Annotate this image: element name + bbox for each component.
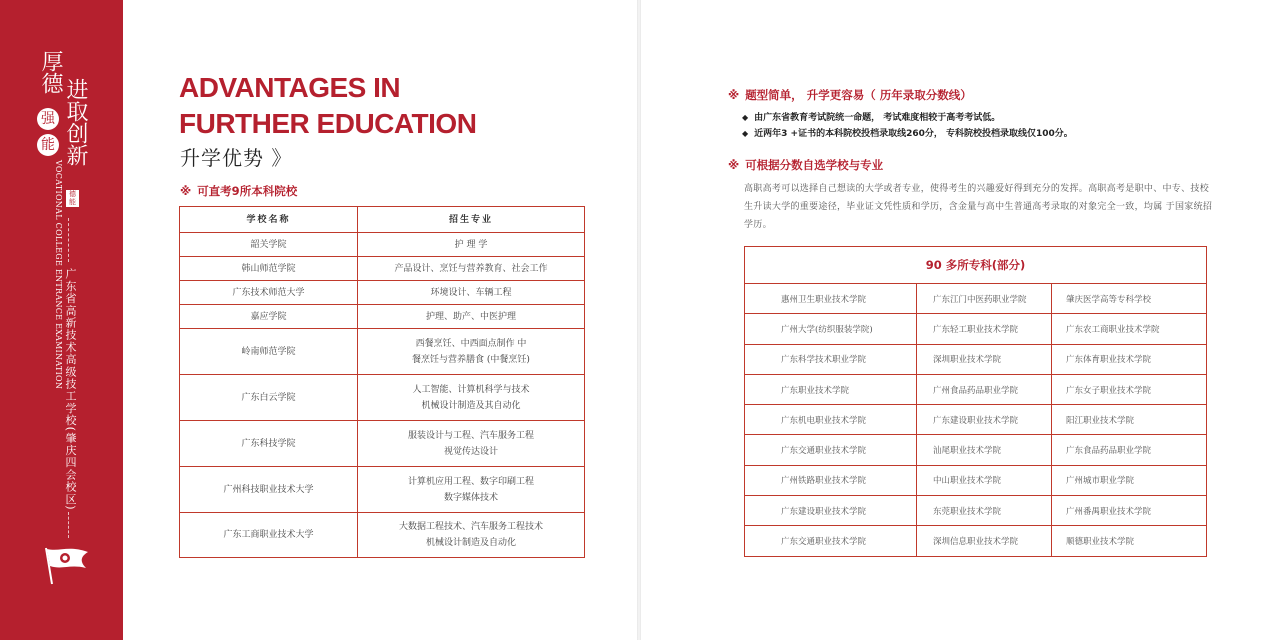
college-cell: 阳江职业技术学院 (1052, 405, 1207, 435)
college-cell: 东莞职业技术学院 (917, 496, 1052, 526)
school-name: 广东工商职业技术大学 (180, 513, 358, 558)
school-majors (358, 305, 585, 329)
school-majors (358, 375, 585, 421)
section-heading-choose (728, 157, 883, 173)
major-line: 机械设计制造及自动化 (425, 538, 516, 548)
seal-stamp: 德能 (66, 190, 79, 207)
college-cell: 广州铁路职业技术学院 (745, 465, 917, 495)
intro-paragraph: 高职高考可以选择自己想读的大学或者专业，使得考生的兴趣爱好得到充分的发挥。高职高考是职中、中专、技校生升读大学的重要途径，毕业证文凭性质和学历，含金量与高中生普通高考录取的对象完全一致，均属 于国家统招学历。 (744, 184, 1213, 230)
school-name: 广东白云学院 (180, 375, 358, 421)
college-cell: 广东机电职业技术学院 (745, 405, 917, 435)
section-title: 题型简单， 升学更容易（ 历年录取分数线） (745, 88, 972, 102)
section-title: 可根据分数自选学校与专业 (745, 158, 884, 172)
title-english (179, 70, 476, 142)
table-row (180, 375, 585, 421)
major-line: 视觉传达设计 (443, 446, 498, 457)
college-cell: 深圳职业技术学院 (917, 344, 1052, 374)
motto-circle-char-2: 能 (37, 134, 59, 156)
bullet-item: ◆ 近两年3 +证书的本科院校投档录取线260分， 专科院校投档录取线仅100分。 (742, 126, 1073, 142)
major-line: 环境设计、车辆工程 (430, 287, 512, 298)
college-cell: 广州大学(纺织服装学院) (745, 314, 917, 344)
section-mark-icon: ※ (728, 158, 740, 172)
table-row (745, 435, 1207, 465)
college-cell: 广东女子职业技术学院 (1052, 374, 1207, 404)
section-heading-undergrad (180, 183, 297, 199)
table-row (745, 405, 1207, 435)
table-row (180, 467, 585, 513)
school-name: 韶关学院 (180, 233, 358, 257)
major-line: 西餐烹饪、中西面点制作 中 (415, 338, 527, 349)
school-name: 广州科技职业技术大学 (180, 467, 358, 513)
college-table-header (745, 247, 1207, 284)
school-name: 广东技术师范大学 (180, 281, 358, 305)
college-cell: 广东江门中医药职业学院 (917, 284, 1052, 314)
college-cell: 广东建设职业技术学院 (745, 496, 917, 526)
table-row (180, 329, 585, 375)
section-title: 可直考9所本科院校 (197, 184, 298, 198)
college-cell: 广州城市职业学院 (1052, 465, 1207, 495)
college-cell: 肇庆医学高等专科学校 (1052, 284, 1207, 314)
divider-dashed-bottom (68, 512, 69, 538)
table-row (180, 421, 585, 467)
college-table (744, 246, 1207, 557)
major-line: 护理、助产、中医护理 (425, 311, 516, 322)
college-cell: 汕尾职业技术学院 (917, 435, 1052, 465)
major-line: 服装设计与工程、汽车服务工程 (407, 430, 534, 441)
major-line: 数字媒体技术 (443, 492, 498, 503)
school-majors (358, 329, 585, 375)
college-cell: 广东科学技术职业学院 (745, 344, 917, 374)
school-name: 广东科技学院 (180, 421, 358, 467)
bullet-list (742, 110, 1073, 142)
college-cell: 广东交通职业技术学院 (745, 435, 917, 465)
motto-column-2: 进取创新 (63, 78, 88, 166)
major-line: 产品设计、烹饪与营养教育、社会工作 (394, 263, 548, 274)
major-line: 人工智能、计算机科学与技术 (412, 384, 530, 395)
college-table-title: 90 多所专科(部分) (745, 247, 1207, 284)
major-line: 餐烹饪与营养膳食 (中餐烹饪) (412, 354, 530, 365)
book-spine (637, 0, 641, 640)
college-cell: 广东交通职业技术学院 (745, 526, 917, 556)
school-name: 韩山师范学院 (180, 257, 358, 281)
school-name-vertical: 广东省高新技术高级技工学校(肇庆四会校区) (64, 268, 77, 511)
motto-circle-char-1: 强 (37, 108, 59, 130)
section-mark-icon: ※ (180, 184, 192, 198)
title-english-line2: FURTHER EDUCATION (179, 108, 477, 139)
table-row (180, 513, 585, 558)
table-row (180, 281, 585, 305)
table-row (745, 465, 1207, 495)
column-header-school: 学校名称 (180, 207, 358, 233)
school-majors (358, 421, 585, 467)
table-row (745, 284, 1207, 314)
college-cell: 中山职业技术学院 (917, 465, 1052, 495)
college-cell: 广东农工商职业技术学院 (1052, 314, 1207, 344)
school-majors (358, 467, 585, 513)
major-line: 机械设计制造及其自动化 (421, 400, 521, 411)
school-majors (358, 257, 585, 281)
university-table (179, 206, 585, 558)
table-header-row (180, 207, 585, 233)
section-heading-scores (728, 87, 972, 103)
college-cell: 广东轻工职业技术学院 (917, 314, 1052, 344)
table-row (180, 305, 585, 329)
college-cell: 惠州卫生职业技术学院 (745, 284, 917, 314)
college-cell: 广东职业技术学院 (745, 374, 917, 404)
major-line: 大数据工程技术、汽车服务工程技术 (398, 522, 543, 532)
school-name: 岭南师范学院 (180, 329, 358, 375)
table-row (180, 257, 585, 281)
college-cell: 广州食品药品职业学院 (917, 374, 1052, 404)
title-english-line1: ADVANTAGES IN (179, 72, 401, 103)
college-cell: 广东体育职业技术学院 (1052, 344, 1207, 374)
table-row (180, 233, 585, 257)
section-mark-icon: ※ (728, 88, 740, 102)
divider-dashed-top (68, 218, 69, 262)
college-cell: 深圳信息职业技术学院 (917, 526, 1052, 556)
table-row (745, 344, 1207, 374)
major-line: 计算机应用工程、数字印刷工程 (407, 476, 534, 487)
table-row (745, 374, 1207, 404)
table-row (745, 314, 1207, 344)
college-cell: 广东食品药品职业学院 (1052, 435, 1207, 465)
college-cell: 广东建设职业技术学院 (917, 405, 1052, 435)
motto-column-1: 厚德 (38, 50, 63, 94)
english-vertical-text: VOCATIONAL COLLEGE ENTRANCE EXAMINATION (54, 160, 63, 390)
major-line: 护 理 学 (454, 239, 488, 250)
sidebar (0, 0, 123, 640)
college-cell: 顺德职业技术学院 (1052, 526, 1207, 556)
bullet-item: ◆ 由广东省教育考试院统一命题， 考试难度相较于高考考试低。 (742, 110, 1073, 126)
table-row (745, 526, 1207, 556)
school-majors (358, 513, 585, 558)
table-row (745, 496, 1207, 526)
school-name: 嘉应学院 (180, 305, 358, 329)
school-majors (358, 233, 585, 257)
column-header-majors: 招生专业 (358, 207, 585, 233)
flag-icon (42, 546, 90, 586)
title-chinese: 升学优势 》 (180, 146, 293, 170)
college-cell: 广州番禺职业技术学院 (1052, 496, 1207, 526)
school-majors (358, 281, 585, 305)
